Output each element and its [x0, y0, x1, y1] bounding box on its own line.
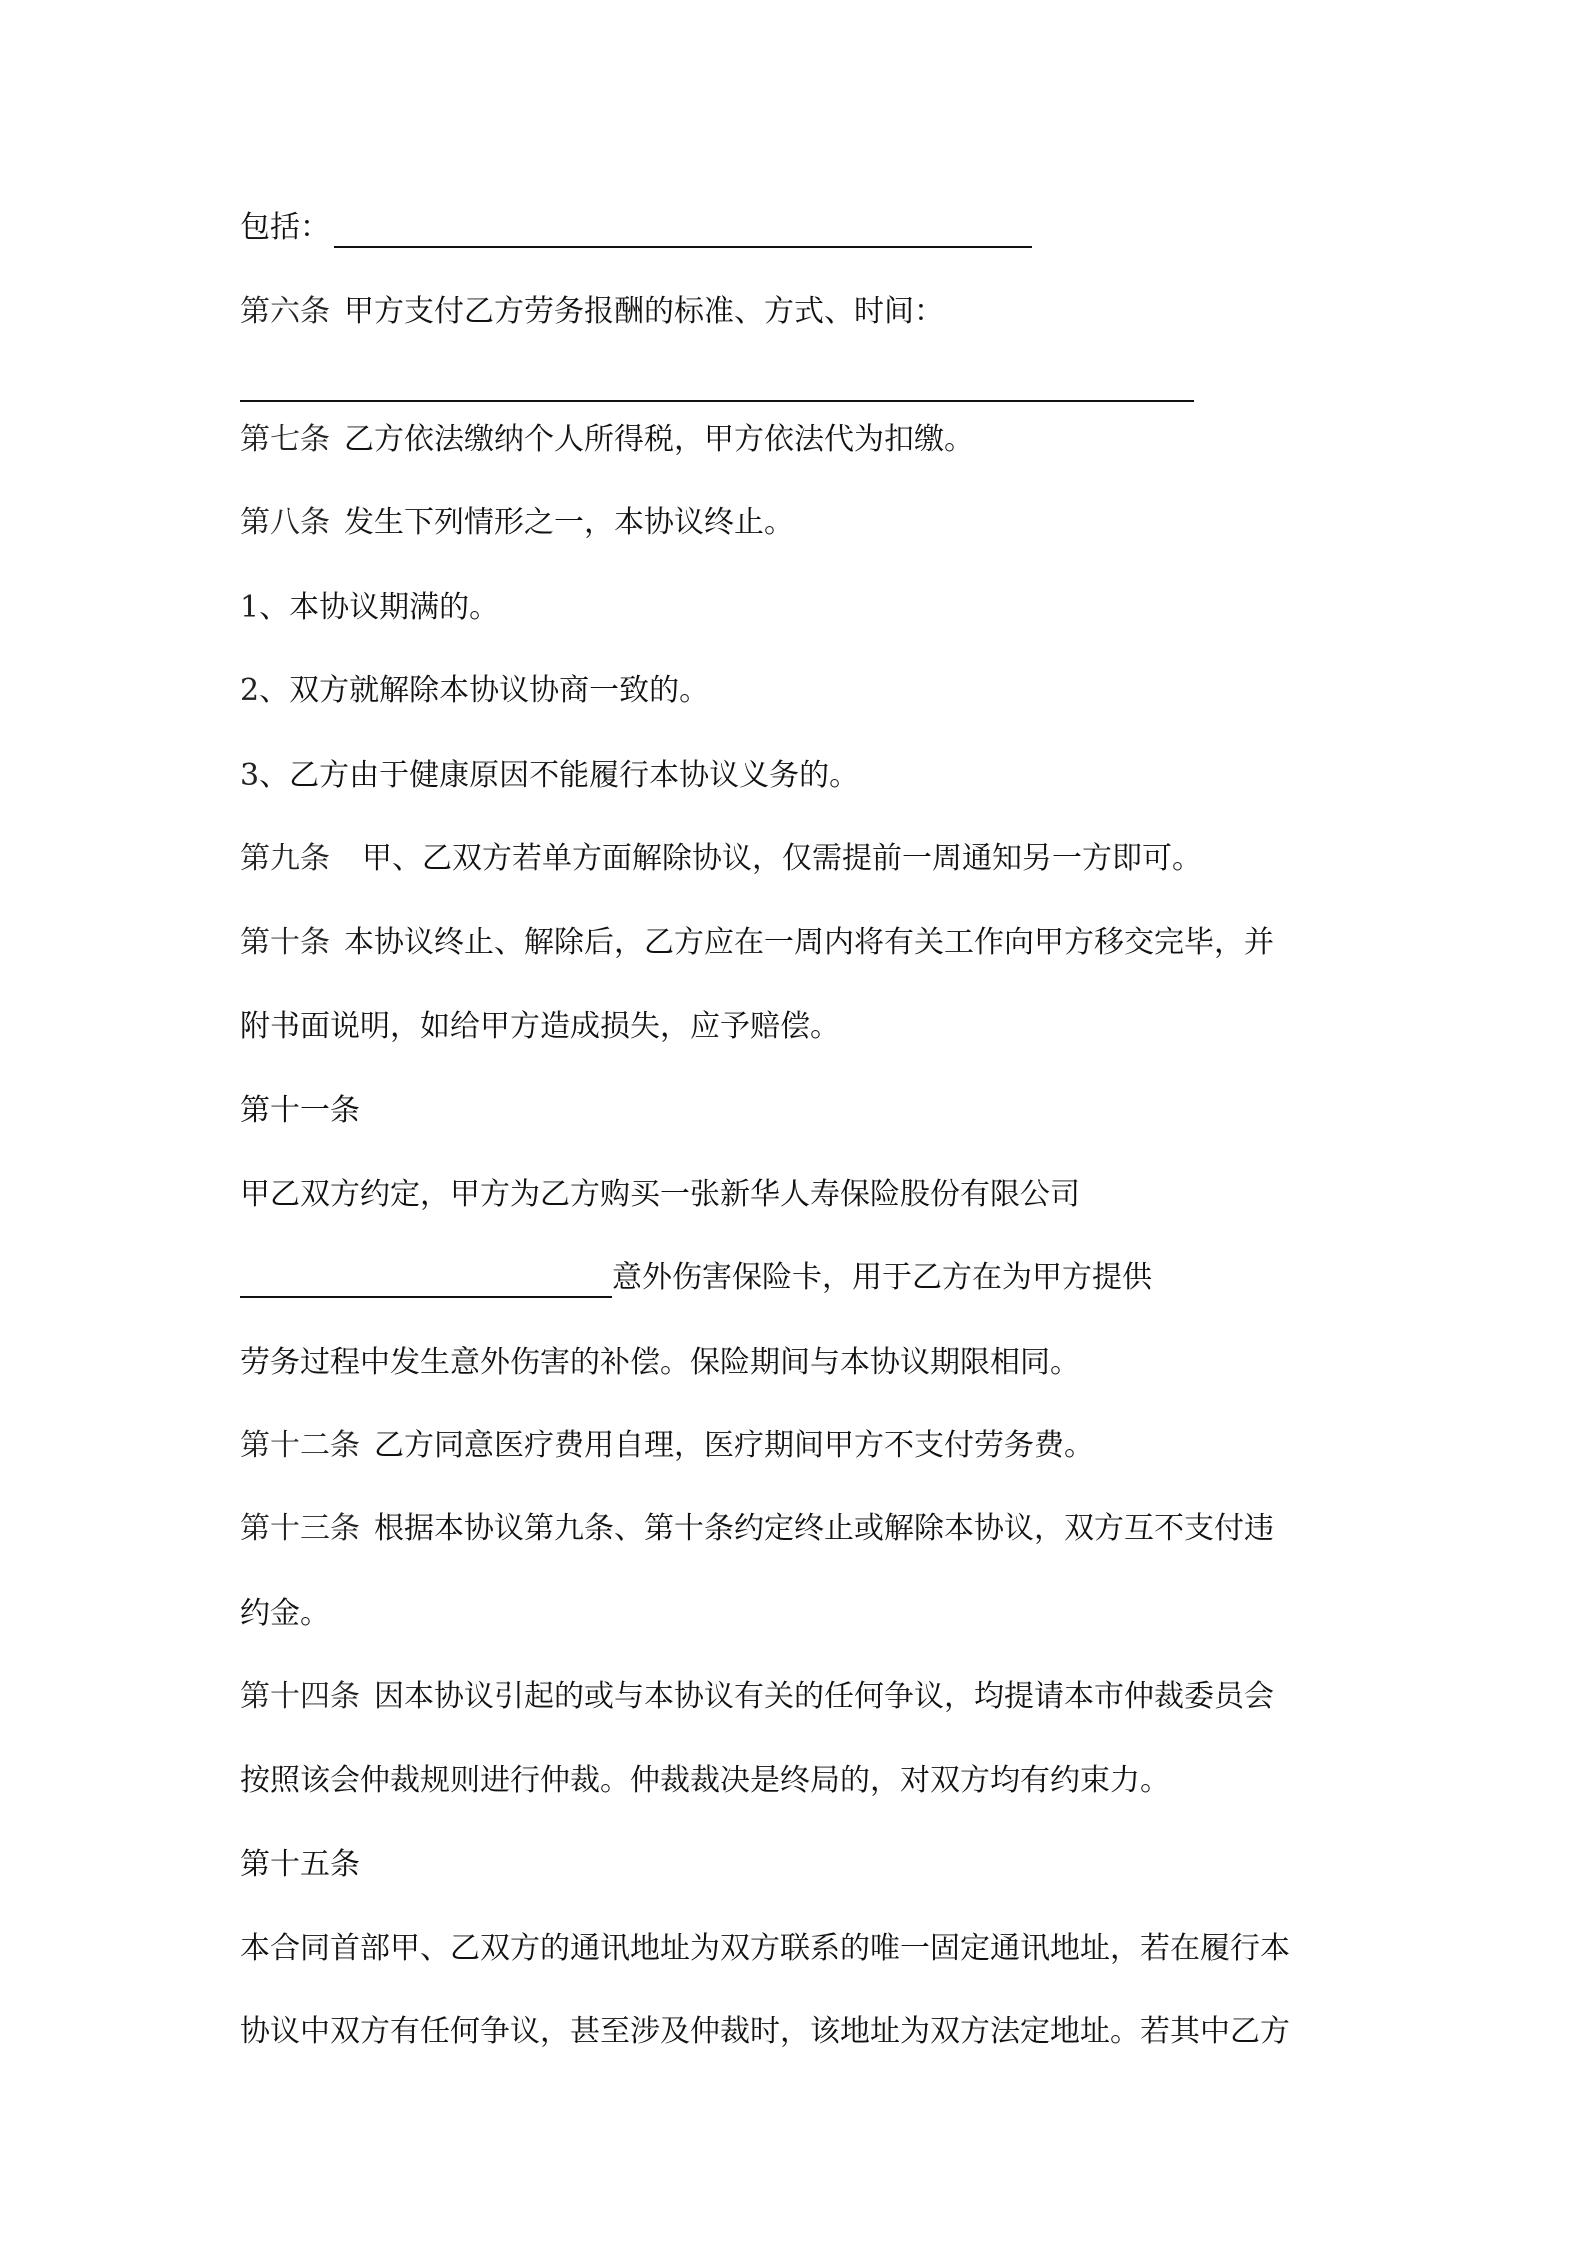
article-number: 第六条 [240, 294, 330, 329]
article-text: 甲、乙双方若单方面解除协议，仅需提前一周通知另一方即可。 [362, 841, 1202, 876]
article-number: 第八条 [240, 505, 330, 540]
article-text: 协议中双方有任何争议，甚至涉及仲裁时，该地址为双方法定地址。若其中乙方 [240, 2014, 1290, 2049]
article-text: 甲方支付乙方劳务报酬的标准、方式、时间： [344, 294, 944, 329]
article-number: 第十条 [240, 925, 330, 960]
article-text: 约金。 [240, 1596, 330, 1631]
article-13-continued [240, 1594, 330, 1634]
article-7 [240, 420, 974, 460]
list-text: 、双方就解除本协议协商一致的。 [259, 673, 710, 708]
article-number: 第十三条 [240, 1511, 360, 1546]
includes-line [240, 208, 1032, 248]
article-text: 意外伤害保险卡，用于乙方在为甲方提供 [612, 1260, 1152, 1295]
article-text: 本合同首部甲、乙双方的通讯地址为双方联系的唯一固定通讯地址，若在履行本 [240, 1931, 1290, 1966]
list-number: 2 [240, 673, 260, 708]
article-text: 甲乙双方约定，甲方为乙方购买一张新华人寿保险股份有限公司 [240, 1177, 1080, 1212]
article-heading: 第十一条 [240, 1093, 360, 1128]
article-number: 第九条 [240, 841, 330, 876]
article-15-heading [240, 1845, 360, 1885]
insurance-blank [240, 1266, 612, 1298]
list-number: 3 [240, 758, 260, 793]
article-text: 因本协议引起的或与本协议有关的任何争议，均提请本市仲裁委员会 [374, 1679, 1274, 1714]
article-14 [240, 1677, 1274, 1717]
article-9 [240, 839, 1202, 879]
list-item-3 [240, 756, 859, 796]
article-15-continued [240, 2012, 1290, 2052]
article-text: 发生下列情形之一，本协议终止。 [344, 505, 794, 540]
article-11-continued [240, 1343, 1080, 1383]
article-12 [240, 1426, 1094, 1466]
includes-label: 包括： [240, 210, 330, 245]
article-13 [240, 1509, 1274, 1549]
list-text: 、乙方由于健康原因不能履行本协议义务的。 [259, 758, 860, 793]
article-text: 按照该会仲裁规则进行仲裁。仲裁裁决是终局的，对双方均有约束力。 [240, 1763, 1170, 1798]
article-text: 乙方同意医疗费用自理，医疗期间甲方不支付劳务费。 [374, 1428, 1094, 1463]
article-15-text [240, 1929, 1290, 1969]
article-6-blank [240, 400, 1194, 402]
article-11-insurance-line [240, 1258, 1152, 1298]
article-8 [240, 503, 794, 543]
list-text: 、本协议期满的。 [259, 590, 500, 625]
article-6 [240, 292, 944, 332]
article-text: 根据本协议第九条、第十条约定终止或解除本协议，双方互不支付违 [374, 1511, 1274, 1546]
article-10 [240, 923, 1274, 963]
list-number: 1 [240, 590, 260, 625]
includes-blank [334, 216, 1032, 248]
article-text: 附书面说明，如给甲方造成损失，应予赔偿。 [240, 1009, 840, 1044]
article-11-text [240, 1175, 1080, 1215]
list-item-2 [240, 671, 709, 711]
article-text: 劳务过程中发生意外伤害的补偿。保险期间与本协议期限相同。 [240, 1345, 1080, 1380]
article-number: 第七条 [240, 422, 330, 457]
article-10-continued [240, 1007, 840, 1047]
article-number: 第十二条 [240, 1428, 360, 1463]
article-14-continued [240, 1761, 1170, 1801]
article-text: 乙方依法缴纳个人所得税，甲方依法代为扣缴。 [344, 422, 974, 457]
article-heading: 第十五条 [240, 1847, 360, 1882]
list-item-1 [240, 588, 499, 628]
article-text: 本协议终止、解除后，乙方应在一周内将有关工作向甲方移交完毕，并 [344, 925, 1274, 960]
article-number: 第十四条 [240, 1679, 360, 1714]
article-11-heading [240, 1091, 360, 1131]
